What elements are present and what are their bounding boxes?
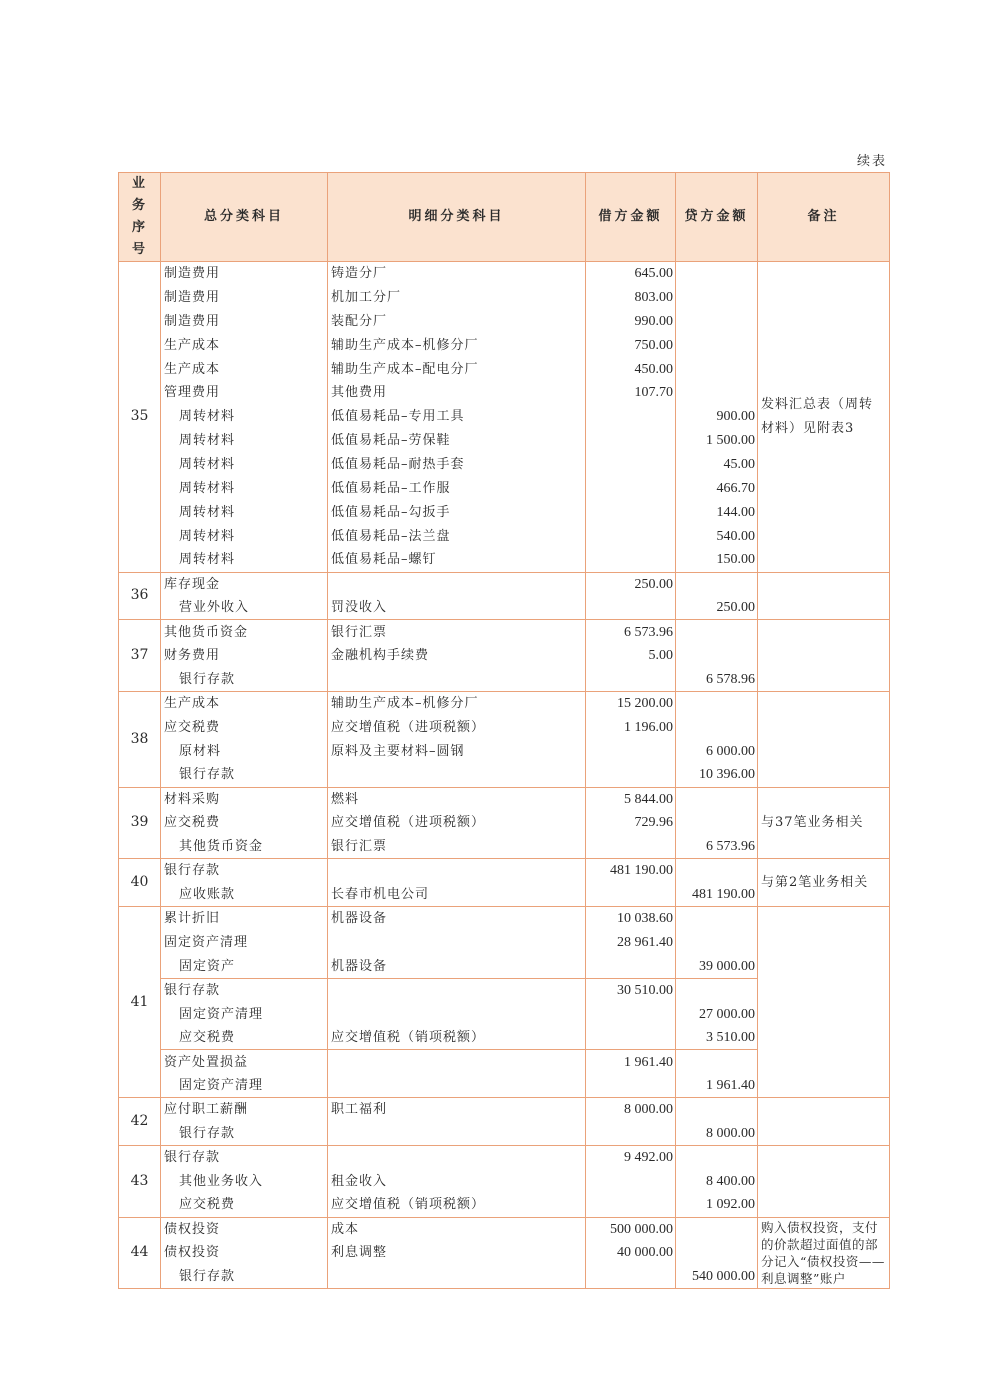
entry-group (119, 907, 890, 1098)
credit-amount-cell (676, 1217, 758, 1241)
debit-amount-cell (586, 429, 676, 453)
table-header-row (119, 173, 890, 262)
general-account-cell: 固定资产清理 (161, 1074, 328, 1098)
general-account-cell: 其他货币资金 (161, 620, 328, 644)
credit-amount-cell (676, 572, 758, 596)
debit-amount-cell: 9 492.00 (586, 1145, 676, 1169)
entry-group (119, 1217, 890, 1289)
entry-seq: 41 (119, 907, 161, 1098)
credit-amount-cell: 6 000.00 (676, 739, 758, 763)
debit-amount-cell: 6 573.96 (586, 620, 676, 644)
general-account-cell: 周转材料 (161, 524, 328, 548)
detail-account-cell (328, 1050, 586, 1074)
credit-amount-cell: 144.00 (676, 500, 758, 524)
entry-note: 购入债权投资，支付的价款超过面值的部分记入“债权投资——利息调整”账户 (758, 1217, 890, 1289)
credit-amount-cell: 10 396.00 (676, 763, 758, 787)
general-account-cell: 应收账款 (161, 883, 328, 907)
entry-note (758, 572, 890, 620)
table-row (119, 572, 890, 596)
debit-amount-cell: 30 510.00 (586, 978, 676, 1002)
debit-amount-cell: 107.70 (586, 381, 676, 405)
general-account-cell: 债权投资 (161, 1241, 328, 1265)
table-row (119, 907, 890, 931)
general-account-cell: 其他货币资金 (161, 835, 328, 859)
table-row (119, 1098, 890, 1122)
general-account-cell: 银行存款 (161, 763, 328, 787)
detail-account-cell: 低值易耗品–耐热手套 (328, 453, 586, 477)
general-account-cell: 库存现金 (161, 572, 328, 596)
general-account-cell: 其他业务收入 (161, 1169, 328, 1193)
general-account-cell: 周转材料 (161, 500, 328, 524)
debit-amount-cell: 481 190.00 (586, 859, 676, 883)
debit-amount-cell (586, 1193, 676, 1217)
debit-amount-cell: 5 844.00 (586, 787, 676, 811)
general-account-cell: 银行存款 (161, 1145, 328, 1169)
credit-amount-cell: 540.00 (676, 524, 758, 548)
entry-seq: 35 (119, 262, 161, 573)
journal-entry-table (118, 172, 890, 1289)
header-credit: 贷方金额 (676, 173, 758, 262)
entry-group (119, 1145, 890, 1217)
debit-amount-cell: 500 000.00 (586, 1217, 676, 1241)
debit-amount-cell (586, 500, 676, 524)
credit-amount-cell (676, 309, 758, 333)
detail-account-cell (328, 1145, 586, 1169)
credit-amount-cell: 150.00 (676, 548, 758, 572)
general-account-cell: 营业外收入 (161, 596, 328, 620)
general-account-cell: 生产成本 (161, 333, 328, 357)
detail-account-cell: 低值易耗品–专用工具 (328, 405, 586, 429)
general-account-cell: 制造费用 (161, 309, 328, 333)
credit-amount-cell: 540 000.00 (676, 1265, 758, 1289)
credit-amount-cell: 3 510.00 (676, 1026, 758, 1050)
detail-account-cell: 银行汇票 (328, 835, 586, 859)
general-account-cell: 周转材料 (161, 548, 328, 572)
entry-group (119, 787, 890, 859)
entry-group (119, 572, 890, 620)
debit-amount-cell: 40 000.00 (586, 1241, 676, 1265)
credit-amount-cell (676, 859, 758, 883)
detail-account-cell: 铸造分厂 (328, 262, 586, 286)
general-account-cell: 资产处置损益 (161, 1050, 328, 1074)
credit-amount-cell: 6 573.96 (676, 835, 758, 859)
header-detail-account: 明细分类科目 (328, 173, 586, 262)
entry-seq: 36 (119, 572, 161, 620)
general-account-cell: 制造费用 (161, 285, 328, 309)
detail-account-cell (328, 1074, 586, 1098)
detail-account-cell: 成本 (328, 1217, 586, 1241)
debit-amount-cell: 28 961.40 (586, 930, 676, 954)
credit-amount-cell (676, 692, 758, 716)
detail-account-cell: 低值易耗品–勾扳手 (328, 500, 586, 524)
entry-note (758, 1145, 890, 1217)
general-account-cell: 固定资产清理 (161, 1002, 328, 1026)
credit-amount-cell (676, 811, 758, 835)
entry-note: 与37笔业务相关 (758, 787, 890, 859)
debit-amount-cell: 250.00 (586, 572, 676, 596)
credit-amount-cell (676, 715, 758, 739)
debit-amount-cell (586, 1122, 676, 1146)
detail-account-cell (328, 930, 586, 954)
detail-account-cell (328, 978, 586, 1002)
credit-amount-cell (676, 381, 758, 405)
general-account-cell: 应交税费 (161, 715, 328, 739)
table-row (119, 1217, 890, 1241)
table-row (119, 620, 890, 644)
detail-account-cell: 低值易耗品–劳保鞋 (328, 429, 586, 453)
debit-amount-cell: 729.96 (586, 811, 676, 835)
entry-note: 与第2笔业务相关 (758, 859, 890, 907)
entry-group (119, 692, 890, 788)
credit-amount-cell: 1 961.40 (676, 1074, 758, 1098)
detail-account-cell: 应交增值税（进项税额） (328, 811, 586, 835)
detail-account-cell: 机器设备 (328, 907, 586, 931)
credit-amount-cell (676, 1050, 758, 1074)
debit-amount-cell (586, 453, 676, 477)
header-debit: 借方金额 (586, 173, 676, 262)
detail-account-cell: 应交增值税（销项税额） (328, 1026, 586, 1050)
general-account-cell: 银行存款 (161, 668, 328, 692)
table-row (119, 859, 890, 883)
entry-group (119, 620, 890, 692)
entry-note (758, 907, 890, 1098)
debit-amount-cell: 5.00 (586, 644, 676, 668)
debit-amount-cell (586, 1074, 676, 1098)
detail-account-cell: 租金收入 (328, 1169, 586, 1193)
entry-seq: 37 (119, 620, 161, 692)
entry-group (119, 1098, 890, 1146)
credit-amount-cell: 900.00 (676, 405, 758, 429)
header-seq: 业务序号 (119, 173, 161, 262)
debit-amount-cell (586, 763, 676, 787)
general-account-cell: 管理费用 (161, 381, 328, 405)
detail-account-cell: 装配分厂 (328, 309, 586, 333)
header-general-account: 总分类科目 (161, 173, 328, 262)
debit-amount-cell (586, 596, 676, 620)
entry-note (758, 620, 890, 692)
debit-amount-cell (586, 883, 676, 907)
table-row (119, 692, 890, 716)
entry-note: 发料汇总表（周转材料）见附表3 (758, 262, 890, 573)
detail-account-cell: 金融机构手续费 (328, 644, 586, 668)
general-account-cell: 固定资产清理 (161, 930, 328, 954)
detail-account-cell: 低值易耗品–螺钉 (328, 548, 586, 572)
debit-amount-cell (586, 668, 676, 692)
detail-account-cell: 辅助生产成本–机修分厂 (328, 692, 586, 716)
credit-amount-cell (676, 644, 758, 668)
entry-note (758, 1098, 890, 1146)
continued-label: 续表 (856, 154, 887, 169)
credit-amount-cell: 250.00 (676, 596, 758, 620)
general-account-cell: 生产成本 (161, 692, 328, 716)
general-account-cell: 生产成本 (161, 357, 328, 381)
detail-account-cell (328, 1002, 586, 1026)
credit-amount-cell: 45.00 (676, 453, 758, 477)
general-account-cell: 债权投资 (161, 1217, 328, 1241)
entry-seq: 43 (119, 1145, 161, 1217)
debit-amount-cell (586, 477, 676, 501)
detail-account-cell: 低值易耗品–法兰盘 (328, 524, 586, 548)
credit-amount-cell: 27 000.00 (676, 1002, 758, 1026)
detail-account-cell (328, 859, 586, 883)
general-account-cell: 银行存款 (161, 1265, 328, 1289)
credit-amount-cell (676, 262, 758, 286)
detail-account-cell: 燃料 (328, 787, 586, 811)
entry-note (758, 692, 890, 788)
detail-account-cell: 低值易耗品–工作服 (328, 477, 586, 501)
debit-amount-cell (586, 739, 676, 763)
credit-amount-cell: 1 500.00 (676, 429, 758, 453)
credit-amount-cell: 6 578.96 (676, 668, 758, 692)
credit-amount-cell: 39 000.00 (676, 954, 758, 978)
general-account-cell: 材料采购 (161, 787, 328, 811)
header-note: 备注 (758, 173, 890, 262)
entry-seq: 39 (119, 787, 161, 859)
entry-group (119, 859, 890, 907)
detail-account-cell (328, 1122, 586, 1146)
general-account-cell: 应交税费 (161, 1193, 328, 1217)
debit-amount-cell (586, 548, 676, 572)
credit-amount-cell (676, 787, 758, 811)
table-row (119, 262, 890, 286)
credit-amount-cell (676, 620, 758, 644)
entry-group (119, 262, 890, 573)
general-account-cell: 银行存款 (161, 859, 328, 883)
debit-amount-cell (586, 1169, 676, 1193)
entry-seq: 40 (119, 859, 161, 907)
general-account-cell: 应交税费 (161, 1026, 328, 1050)
debit-amount-cell: 1 196.00 (586, 715, 676, 739)
detail-account-cell (328, 1265, 586, 1289)
general-account-cell: 周转材料 (161, 405, 328, 429)
detail-account-cell: 其他费用 (328, 381, 586, 405)
debit-amount-cell: 645.00 (586, 262, 676, 286)
debit-amount-cell: 990.00 (586, 309, 676, 333)
debit-amount-cell: 750.00 (586, 333, 676, 357)
detail-account-cell: 机器设备 (328, 954, 586, 978)
detail-account-cell: 利息调整 (328, 1241, 586, 1265)
general-account-cell: 固定资产 (161, 954, 328, 978)
entry-seq: 44 (119, 1217, 161, 1289)
debit-amount-cell: 450.00 (586, 357, 676, 381)
credit-amount-cell: 481 190.00 (676, 883, 758, 907)
detail-account-cell: 辅助生产成本–配电分厂 (328, 357, 586, 381)
credit-amount-cell: 8 000.00 (676, 1122, 758, 1146)
debit-amount-cell (586, 954, 676, 978)
credit-amount-cell: 1 092.00 (676, 1193, 758, 1217)
debit-amount-cell (586, 524, 676, 548)
credit-amount-cell (676, 1145, 758, 1169)
debit-amount-cell (586, 835, 676, 859)
detail-account-cell: 辅助生产成本–机修分厂 (328, 333, 586, 357)
debit-amount-cell: 803.00 (586, 285, 676, 309)
entry-seq: 38 (119, 692, 161, 788)
detail-account-cell: 应交增值税（销项税额） (328, 1193, 586, 1217)
debit-amount-cell: 1 961.40 (586, 1050, 676, 1074)
credit-amount-cell: 466.70 (676, 477, 758, 501)
credit-amount-cell (676, 285, 758, 309)
detail-account-cell: 应交增值税（进项税额） (328, 715, 586, 739)
general-account-cell: 银行存款 (161, 978, 328, 1002)
general-account-cell: 周转材料 (161, 429, 328, 453)
debit-amount-cell (586, 405, 676, 429)
detail-account-cell: 职工福利 (328, 1098, 586, 1122)
credit-amount-cell (676, 930, 758, 954)
general-account-cell: 周转材料 (161, 453, 328, 477)
general-account-cell: 应交税费 (161, 811, 328, 835)
table-row (119, 1145, 890, 1169)
general-account-cell: 累计折旧 (161, 907, 328, 931)
general-account-cell: 财务费用 (161, 644, 328, 668)
detail-account-cell (328, 763, 586, 787)
detail-account-cell: 原料及主要材料–圆钢 (328, 739, 586, 763)
debit-amount-cell (586, 1265, 676, 1289)
credit-amount-cell (676, 1098, 758, 1122)
credit-amount-cell (676, 978, 758, 1002)
general-account-cell: 应付职工薪酬 (161, 1098, 328, 1122)
debit-amount-cell (586, 1026, 676, 1050)
general-account-cell: 周转材料 (161, 477, 328, 501)
credit-amount-cell (676, 907, 758, 931)
general-account-cell: 制造费用 (161, 262, 328, 286)
detail-account-cell: 罚没收入 (328, 596, 586, 620)
credit-amount-cell: 8 400.00 (676, 1169, 758, 1193)
entry-seq: 42 (119, 1098, 161, 1146)
credit-amount-cell (676, 1241, 758, 1265)
detail-account-cell: 银行汇票 (328, 620, 586, 644)
general-account-cell: 银行存款 (161, 1122, 328, 1146)
detail-account-cell: 机加工分厂 (328, 285, 586, 309)
detail-account-cell (328, 572, 586, 596)
detail-account-cell (328, 668, 586, 692)
debit-amount-cell: 8 000.00 (586, 1098, 676, 1122)
table-row (119, 787, 890, 811)
debit-amount-cell: 15 200.00 (586, 692, 676, 716)
general-account-cell: 原材料 (161, 739, 328, 763)
debit-amount-cell (586, 1002, 676, 1026)
credit-amount-cell (676, 357, 758, 381)
debit-amount-cell: 10 038.60 (586, 907, 676, 931)
detail-account-cell: 长春市机电公司 (328, 883, 586, 907)
credit-amount-cell (676, 333, 758, 357)
